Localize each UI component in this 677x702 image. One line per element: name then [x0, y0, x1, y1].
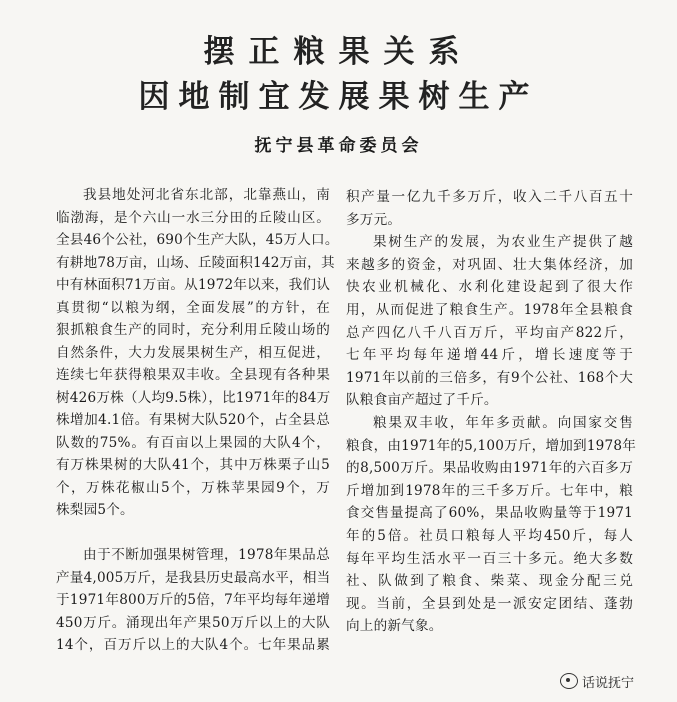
text-line: 个，万株花椒山5个，万株苹果园9个，万 — [56, 479, 330, 496]
text-line: 14个，百万斤以上的大队4个。七年果品累 — [56, 637, 330, 653]
text-line: 450万斤。涌现出年产果50万斤以上的大队 — [56, 614, 330, 631]
text-line: 中有林面积71万亩。从1972年以来，我们认 — [56, 277, 330, 293]
text-line: 积产量一亿九千多万斤，收入二千八百五十 — [346, 189, 633, 205]
text-line: 食交售量提高了60%，果品收购量等于1971 — [346, 505, 633, 522]
text-line: 总产四亿八千八百万斤，平均亩产822斤， — [346, 324, 633, 341]
text-line: 全县46个公社，690个生产大队，45万人口。 — [56, 232, 339, 248]
text-line: 年的5倍。社员口粮每人平均450斤，每人 — [346, 527, 633, 544]
text-line: 斤增加到1978年的三千多万斤。七年中，粮 — [346, 482, 633, 499]
text-line: 株梨园5个。 — [56, 502, 134, 518]
text-line: 粮食，由1971年的5,100万斤，增加到1978年 — [346, 437, 637, 454]
article-title-line2: 因地制宜发展果树生产 — [138, 79, 539, 115]
text-line: 七年平均每年递增44斤，增长速度等于 — [346, 347, 633, 364]
text-line: 株增加4.1倍。有果树大队520个，占全县总 — [56, 412, 330, 428]
text-line: 社、队做到了粮食、柴菜、现金分配三兑 — [346, 573, 633, 590]
text-line: 狠抓粮食生产的同时，充分利用丘陵山场的 — [56, 322, 330, 338]
text-line: 自然条件，大力发展果树生产，相互促进， — [56, 344, 330, 361]
text-line: 果树生产的发展，为农业生产提供了越 — [373, 234, 633, 251]
text-line: 有万株果树的大队41个，其中万株栗子山5 — [56, 457, 330, 473]
watermark — [560, 671, 634, 691]
text-line: 1971年以前的三倍多，有9个公社、168个大 — [346, 369, 633, 386]
text-line: 现。当前，全县到处是一派安定团结、蓬勃 — [346, 595, 633, 612]
article-byline: 抚宁县革命委员会 — [254, 136, 423, 156]
watermark-text: 话说抚宁 — [582, 675, 635, 691]
text-line: 由于不断加强果树管理，1978年果品总 — [83, 547, 330, 563]
text-line: 我县地处河北省东北部，北靠燕山，南 — [83, 187, 330, 203]
left-column — [56, 184, 339, 657]
text-line — [56, 522, 330, 545]
text-line: 连续七年获得粮果双丰收。全县现有各种果 — [56, 367, 330, 383]
text-line: 向上的新气象。 — [346, 618, 443, 635]
text-line: 用，从而促进了粮食生产。1978年全县粮食 — [346, 301, 633, 318]
text-line: 真贯彻“以粮为纲，全面发展”的方针，在 — [56, 299, 330, 316]
text-line: 多万元。 — [346, 211, 402, 228]
text-line: 临渤海，是个六山一水三分田的丘陵山区。 — [56, 209, 330, 226]
wechat-icon — [560, 673, 578, 689]
text-line: 队数的75%。有百亩以上果园的大队4个， — [56, 434, 330, 451]
article-title-line1: 摆正粮果关系 — [203, 34, 474, 70]
text-line: 队粮食亩产超过了千斤。 — [346, 392, 498, 409]
text-line: 产量4,005万斤，是我县历史最高水平，相当 — [56, 569, 331, 586]
text-line: 于1971年800万斤的5倍，7年平均每年递增 — [56, 592, 330, 608]
right-column — [346, 186, 637, 638]
text-line: 树426万株（人均9.5株），比1971年的84万 — [56, 389, 331, 406]
text-line: 快农业机械化、水利化建设起到了很大作 — [346, 279, 633, 296]
text-line: 来越多的资金，对巩固、壮大集体经济，加 — [346, 256, 633, 273]
text-line: 的8,500万斤。果品收购由1971年的六百多万 — [346, 460, 633, 477]
text-line: 有耕地78万亩，山场、丘陵面积142万亩，其 — [56, 254, 335, 271]
text-line: 粮果双丰收，年年多贡献。向国家交售 — [373, 414, 633, 431]
text-line: 每年平均生活水平一百三十多元。绝大多数 — [346, 550, 633, 567]
